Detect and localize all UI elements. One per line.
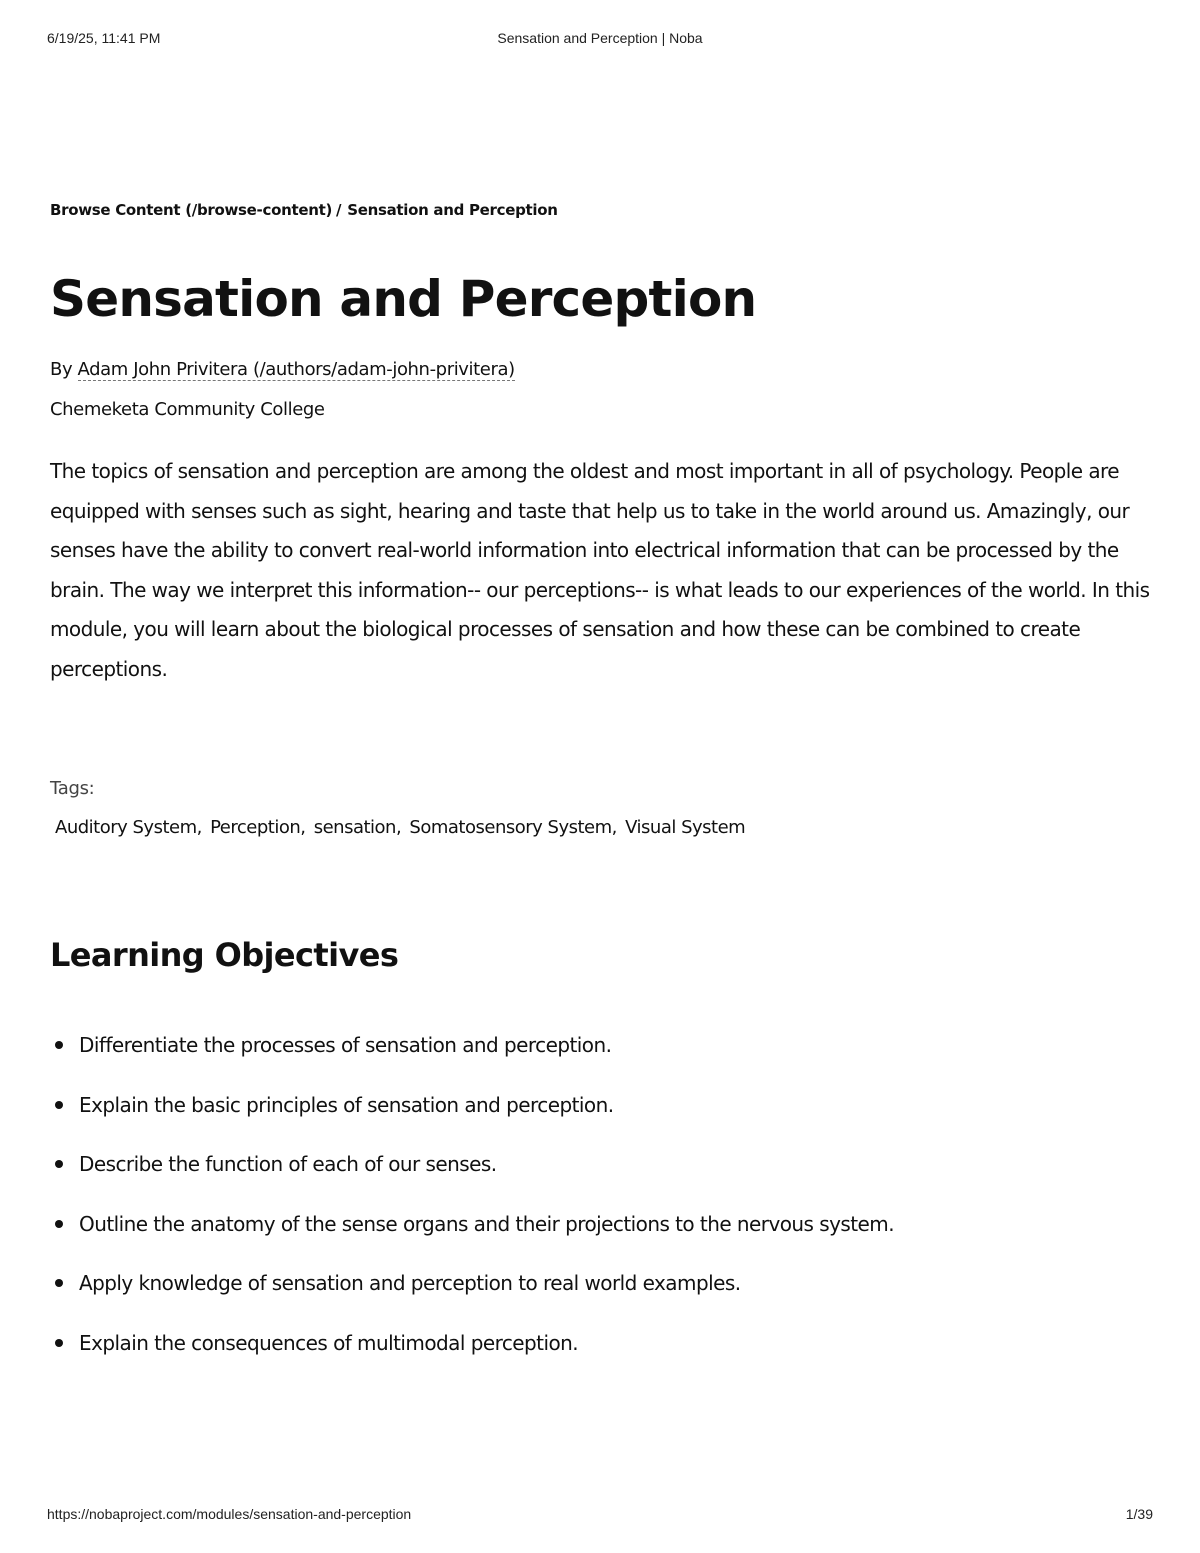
bullet-icon [55,1160,63,1168]
byline [50,359,515,380]
objective-text: Apply knowledge of sensation and perception to real world examples. [79,1271,741,1296]
print-url: https://nobaproject.com/modules/sensation-and-perception [47,1506,412,1522]
list-item [50,1323,1150,1383]
breadcrumb [50,201,558,219]
breadcrumb-separator: / [336,201,342,219]
objective-text: Explain the basic principles of sensation and perception. [79,1092,614,1117]
breadcrumb-current: Sensation and Perception [347,201,558,219]
author-affiliation: Chemeketa Community College [50,399,325,420]
tags-list [55,817,748,838]
bullet-icon [55,1041,63,1049]
list-item [50,1025,1150,1085]
list-item [50,1144,1150,1204]
objective-text: Outline the anatomy of the sense organs and their projections to the nervous system. [79,1211,895,1236]
bullet-icon [55,1220,63,1228]
print-datetime: 6/19/25, 11:41 PM [47,30,161,46]
print-footer [47,1506,1153,1526]
print-page-number: 1/39 [1125,1506,1153,1522]
print-header [47,30,1153,50]
tag-somatosensory-system[interactable]: Somatosensory System, [409,817,617,838]
list-item [50,1204,1150,1264]
tag-visual-system[interactable]: Visual System [625,817,746,838]
print-page-title: Sensation and Perception | Noba [497,30,703,46]
learning-objectives-heading: Learning Objectives [50,936,399,974]
list-item [50,1085,1150,1145]
tag-auditory-system[interactable]: Auditory System, [55,817,202,838]
objective-text: Describe the function of each of our senses. [79,1152,497,1177]
tag-perception[interactable]: Perception, [210,817,306,838]
page-title: Sensation and Perception [50,270,757,328]
objective-text: Explain the consequences of multimodal perception. [79,1330,579,1355]
bullet-icon [55,1339,63,1347]
abstract: The topics of sensation and perception are among the oldest and most important in all of psychology. People are equipped with senses such as sight, hearing and taste that help us to take in the world around us. Amazingly, our senses have the ability to convert real-world information into electrical information that can be processed by the brain. The way we interpret this information-- our perceptions-- is what leads to our experiences of the world. In this module, you will learn about the biological processes of sensation and how these can be combined to create perceptions. [50,459,1150,681]
bullet-icon [55,1101,63,1109]
tag-sensation[interactable]: sensation, [313,817,402,838]
bullet-icon [55,1279,63,1287]
author-link[interactable]: Adam John Privitera (/authors/adam-john-privitera) [77,359,515,380]
breadcrumb-link-browse-content[interactable]: Browse Content (/browse-content) [50,201,333,219]
learning-objectives-list [50,1025,1150,1383]
objective-text: Differentiate the processes of sensation and perception. [79,1033,612,1057]
tags-label: Tags: [50,778,95,799]
byline-prefix: By [50,359,73,380]
list-item [50,1263,1150,1323]
